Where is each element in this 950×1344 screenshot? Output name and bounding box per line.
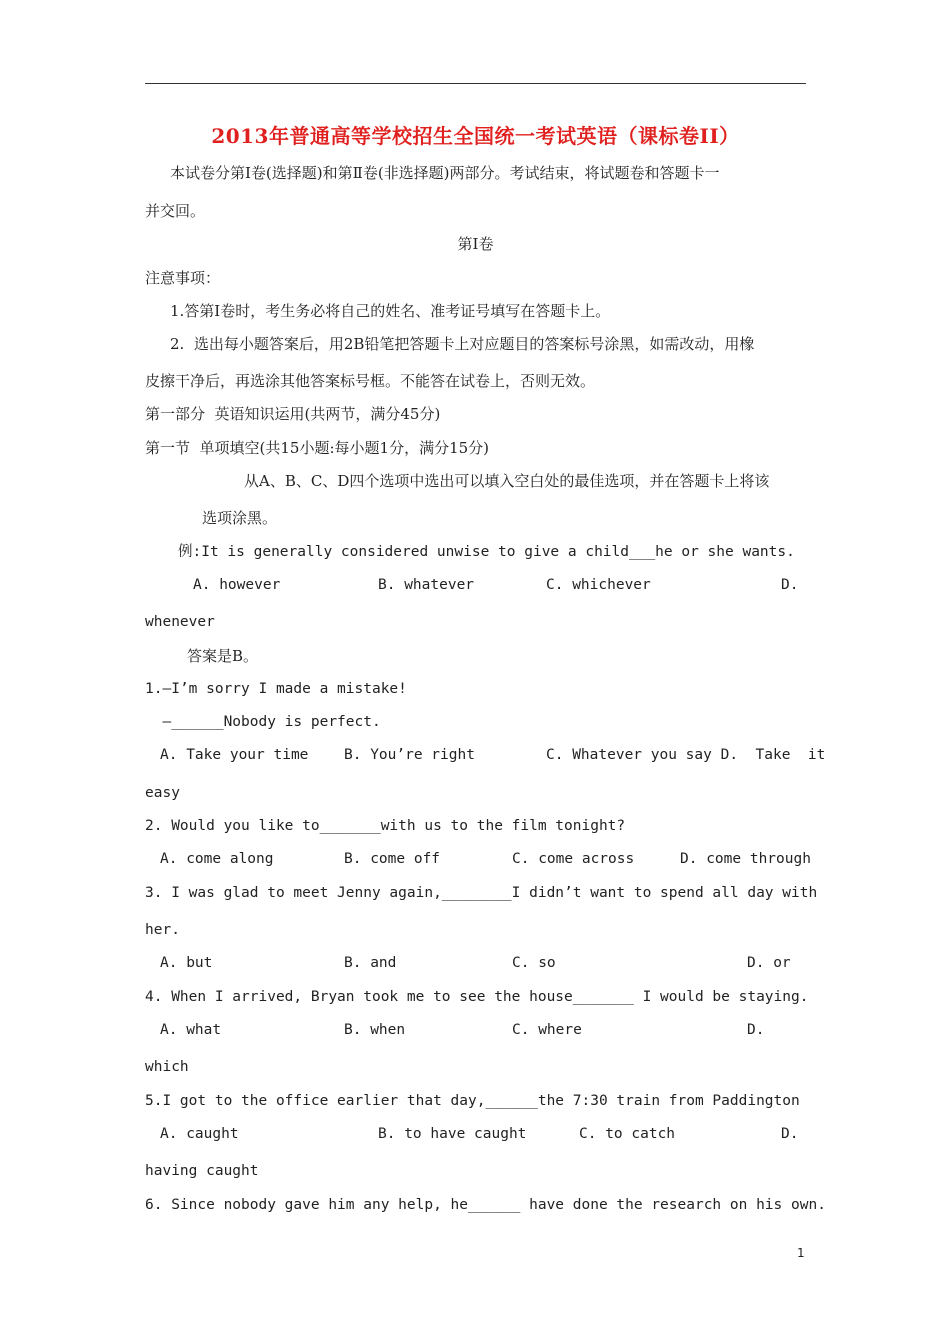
question-4-option-a: A. what (160, 1022, 222, 1038)
question-4-option-c: C. where (512, 1022, 582, 1038)
question-1-option-a: A. Take your time (160, 747, 309, 763)
example-answer: 答案是B。 (187, 647, 259, 665)
volume-heading: 第Ⅰ卷 (457, 235, 494, 253)
example-option-d: D. (781, 577, 799, 593)
example-option-b: B. whatever (378, 577, 475, 593)
question-1-option-d-wrap: easy (145, 785, 180, 801)
question-3-stem-wrap: her. (145, 922, 180, 938)
instruction-line-1: 从A、B、C、D四个选项中选出可以填入空白处的最佳选项，并在答题卡上将该 (244, 472, 770, 490)
intro-line-2: 并交回。 (145, 202, 206, 220)
notes-item-2-line-1: 2. 选出每小题答案后，用2B铅笔把答题卡上对应题目的答案标号涂黑，如需改动，用橡 (170, 335, 755, 353)
section-one-heading: 第一节 单项填空(共15小题:每小题1分，满分15分) (145, 439, 490, 457)
question-3-stem: 3. I was glad to meet Jenny again,________I didn’t want to spend all day with (145, 885, 818, 901)
question-5-option-c: C. to catch (579, 1126, 676, 1142)
question-5-option-d-wrap: having caught (145, 1163, 259, 1179)
notes-heading: 注意事项： (145, 269, 221, 287)
question-2-option-a: A. come along (160, 851, 274, 867)
question-4-option-b: B. when (344, 1022, 406, 1038)
question-5-option-b: B. to have caught (378, 1126, 527, 1142)
page-number: 1 (797, 1246, 805, 1260)
question-2-option-d: D. come through (680, 851, 811, 867)
example-option-a: A. however (193, 577, 281, 593)
exam-title: 2013年普通高等学校招生全国统一考试英语（课标卷II） (211, 124, 740, 148)
question-2-option-c: C. come across (512, 851, 635, 867)
part-one-heading: 第一部分 英语知识运用(共两节，满分45分) (145, 405, 441, 423)
notes-item-1: 1.答第Ⅰ卷时，考生务必将自己的姓名、准考证号填写在答题卡上。 (170, 302, 611, 320)
notes-item-2-line-2: 皮擦干净后，再选涂其他答案标号框。不能答在试卷上，否则无效。 (145, 372, 596, 390)
question-4-stem: 4. When I arrived, Bryan took me to see the house_______ I would be staying. (145, 989, 809, 1005)
question-3-option-c: C. so (512, 955, 556, 971)
question-3-option-a: A. but (160, 955, 213, 971)
example-option-d-wrap: whenever (145, 614, 215, 630)
question-1-option-c-d: C. Whatever you say D. Take it (546, 747, 826, 763)
question-4-option-d: D. (747, 1022, 765, 1038)
header-rule (145, 83, 806, 84)
question-3-option-d: D. or (747, 955, 791, 971)
question-6-stem: 6. Since nobody gave him any help, he______ have done the research on his own. (145, 1197, 826, 1213)
example-question: 例:It is generally considered unwise to give a child___he or she wants. (178, 544, 795, 560)
intro-line-1: 本试卷分第Ⅰ卷(选择题)和第Ⅱ卷(非选择题)两部分。考试结束，将试题卷和答题卡一 (170, 164, 720, 182)
question-4-option-d-wrap: which (145, 1059, 189, 1075)
question-5-option-d: D. (781, 1126, 799, 1142)
instruction-line-2: 选项涂黑。 (202, 509, 278, 527)
question-1-option-b: B. You’re right (344, 747, 475, 763)
question-3-option-b: B. and (344, 955, 397, 971)
example-option-c: C. whichever (546, 577, 651, 593)
question-5-option-a: A. caught (160, 1126, 239, 1142)
question-2-option-b: B. come off (344, 851, 441, 867)
question-1-reply: —______Nobody is perfect. (145, 714, 381, 730)
question-5-stem: 5.I got to the office earlier that day,______the 7:30 train from Paddington (145, 1093, 800, 1109)
question-1-stem: 1.—I’m sorry I made a mistake! (145, 681, 407, 697)
question-2-stem: 2. Would you like to_______with us to the film tonight? (145, 818, 626, 834)
